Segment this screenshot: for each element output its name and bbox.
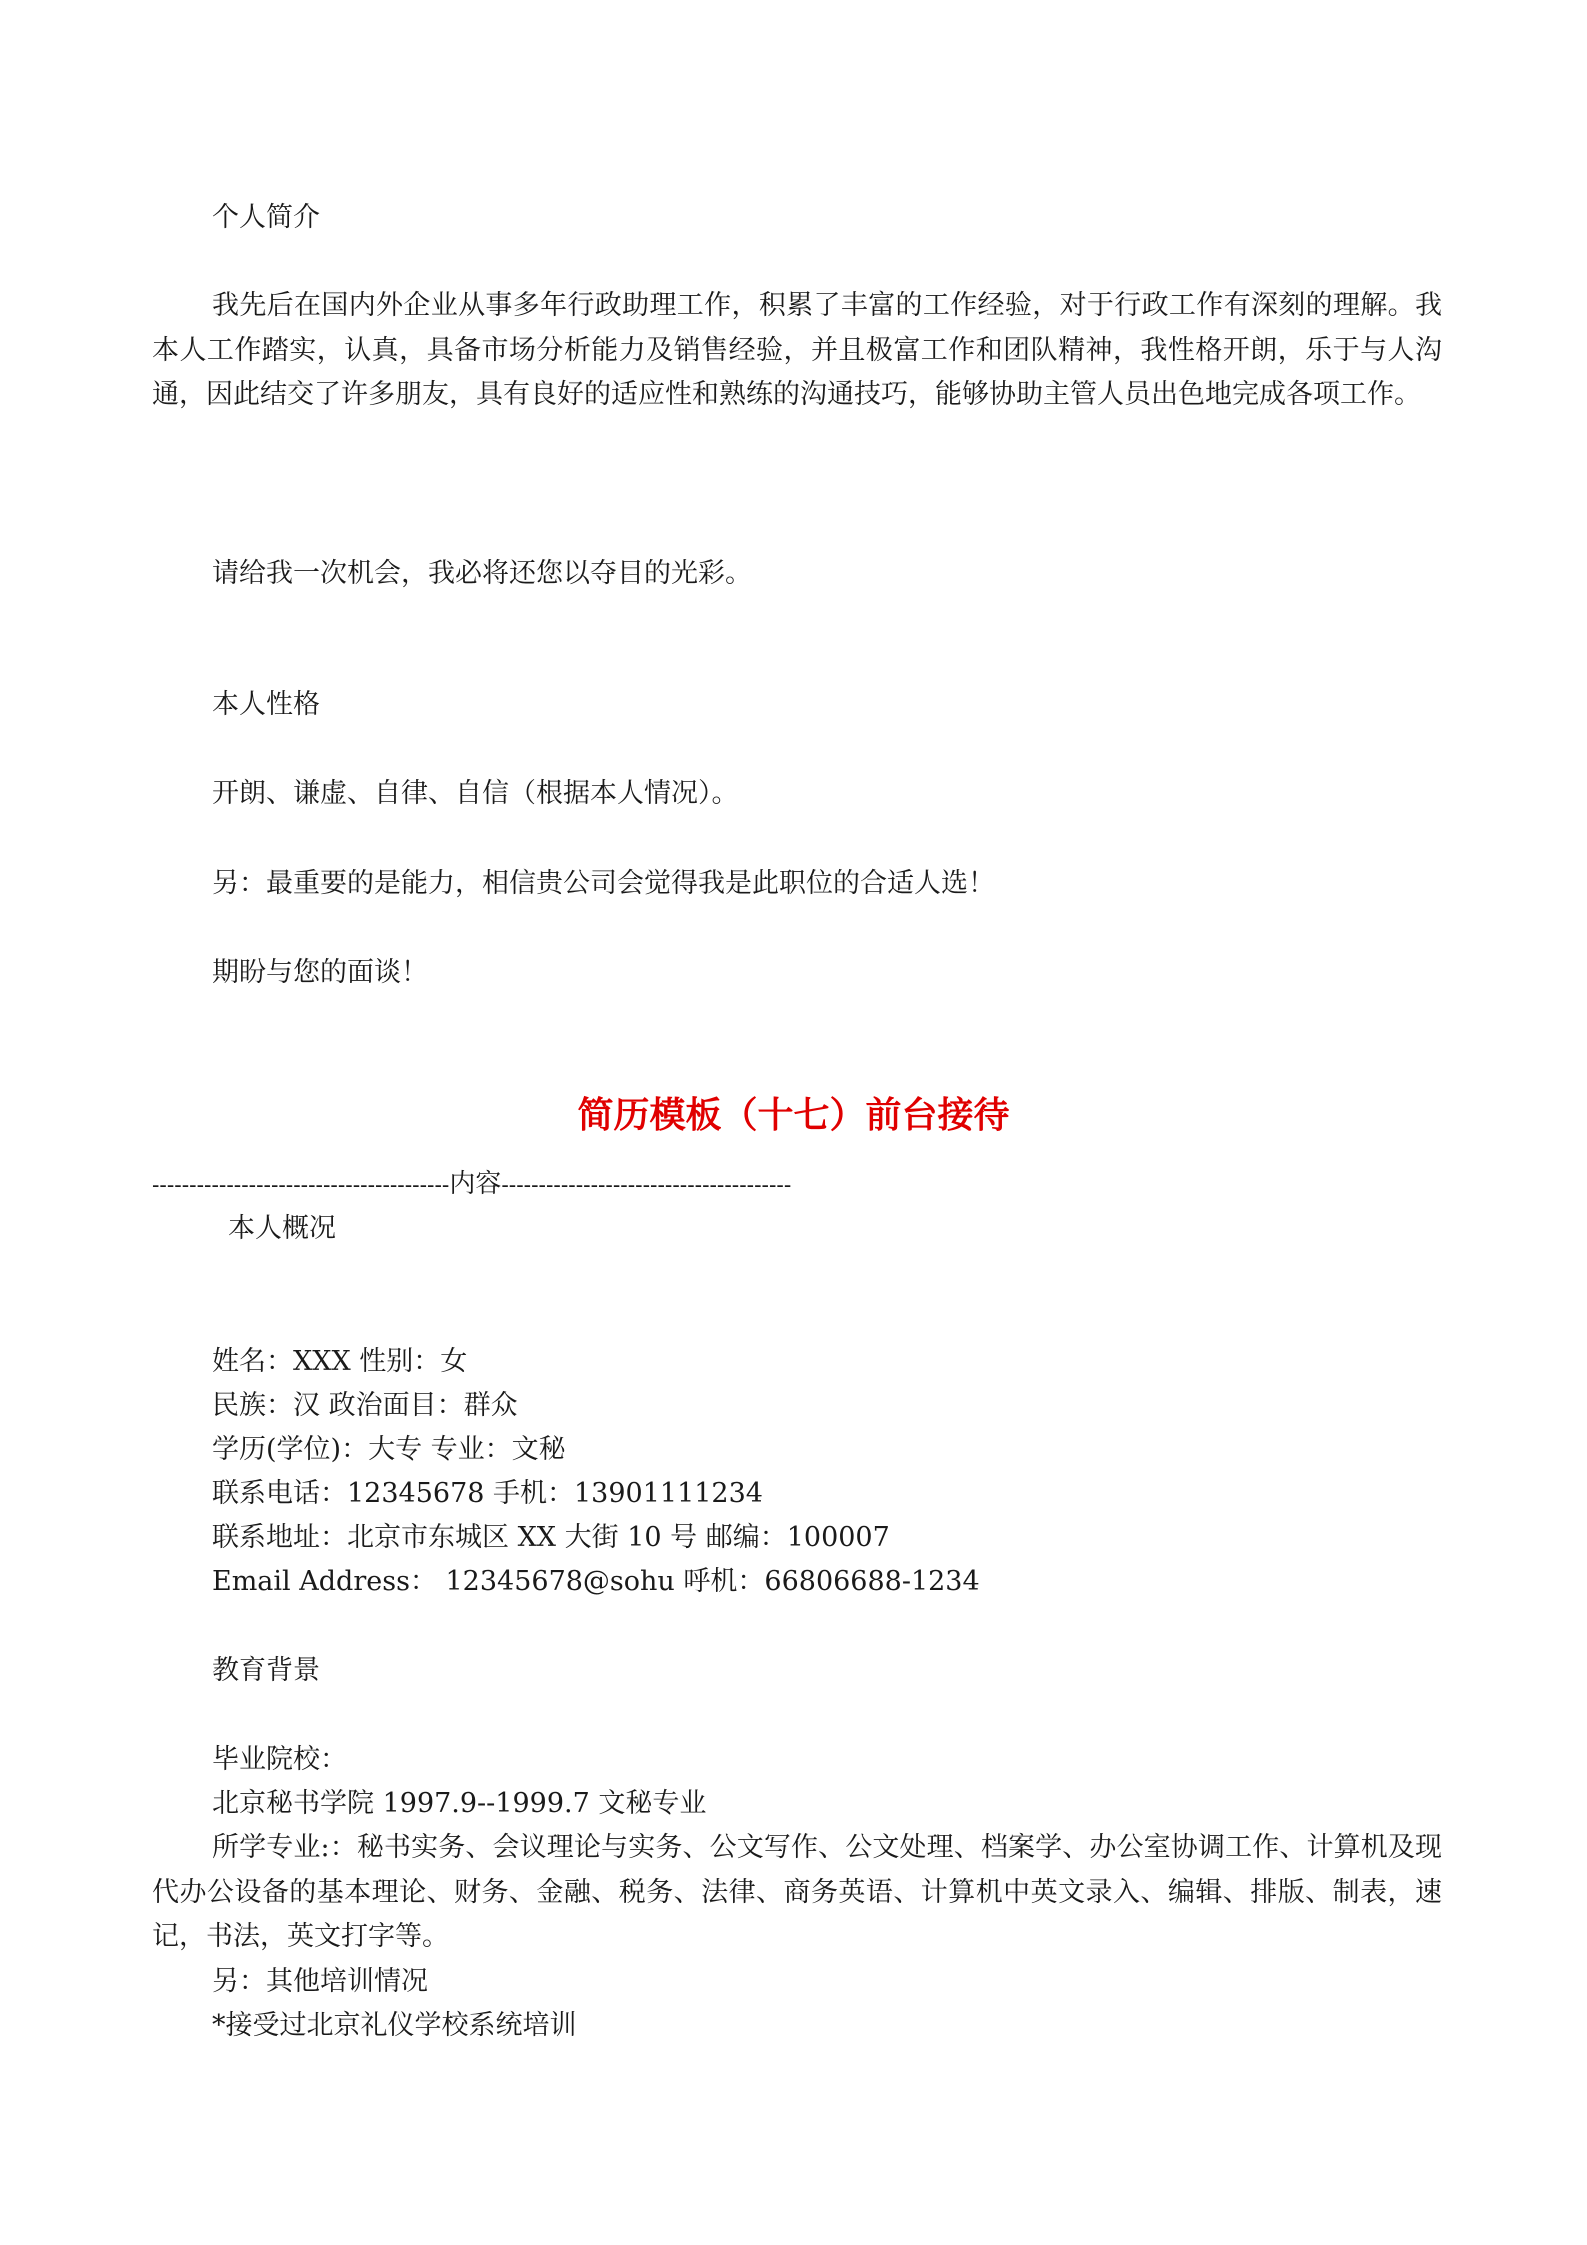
school-label: 毕业院校： [212,1744,347,1775]
resume-title: 简历模板（十七）前台接待 [577,1094,1010,1136]
heading-education: 教育背景 [212,1655,320,1686]
info-line-phone: 联系电话：12345678 手机：13901111234 [212,1478,763,1509]
divider-right: --------------------------------------- [501,1173,792,1198]
content-divider [152,1166,791,1204]
courses-paragraph: 所学专业:：秘书实务、会议理论与实务、公文写作、公文处理、档案学、办公室协调工作、计算机及现代办公设备的基本理论、财务、金融、税务、法律、商务英语、计算机中英文录入、编辑、排版、制表，速记，书法，英文打字等。 [152,1832,1442,1952]
note-line: 另：最重要的是能力，相信贵公司会觉得我是此职位的合适人选！ [212,868,995,899]
heading-overview: 本人概况 [228,1213,336,1244]
info-line-education: 学历(学位)：大专 专业：文秘 [212,1434,566,1465]
request-line: 请给我一次机会，我必将还您以夺目的光彩。 [212,558,752,589]
heading-personality: 本人性格 [212,689,320,720]
info-line-ethnicity: 民族：汉 政治面目：群众 [212,1390,518,1421]
personality-line: 开朗、谦虚、自律、自信（根据本人情况）。 [212,778,739,809]
school-line: 北京秘书学院 1997.9--1999.7 文秘专业 [212,1788,707,1819]
divider-label: 内容 [449,1169,502,1199]
training-item: *接受过北京礼仪学校系统培训 [212,2010,577,2041]
divider-left: ---------------------------------------- [152,1173,450,1198]
other-training-label: 另：其他培训情况 [212,1966,428,1997]
info-line-email: Email Address： 12345678@sohu 呼机：66806688-1234 [212,1566,980,1597]
info-line-address: 联系地址：北京市东城区 XX 大街 10 号 邮编：100007 [212,1522,890,1553]
closing-line: 期盼与您的面谈！ [212,957,428,988]
heading-personal-profile: 个人简介 [212,202,320,233]
info-line-name: 姓名：XXX 性别：女 [212,1346,468,1377]
intro-paragraph: 我先后在国内外企业从事多年行政助理工作，积累了丰富的工作经验，对于行政工作有深刻的理解。我本人工作踏实，认真，具备市场分析能力及销售经验，并且极富工作和团队精神，我性格开朗，乐于与人沟通，因此结交了许多朋友，具有良好的适应性和熟练的沟通技巧，能够协助主管人员出色地完成各项工作。 [152,290,1442,410]
